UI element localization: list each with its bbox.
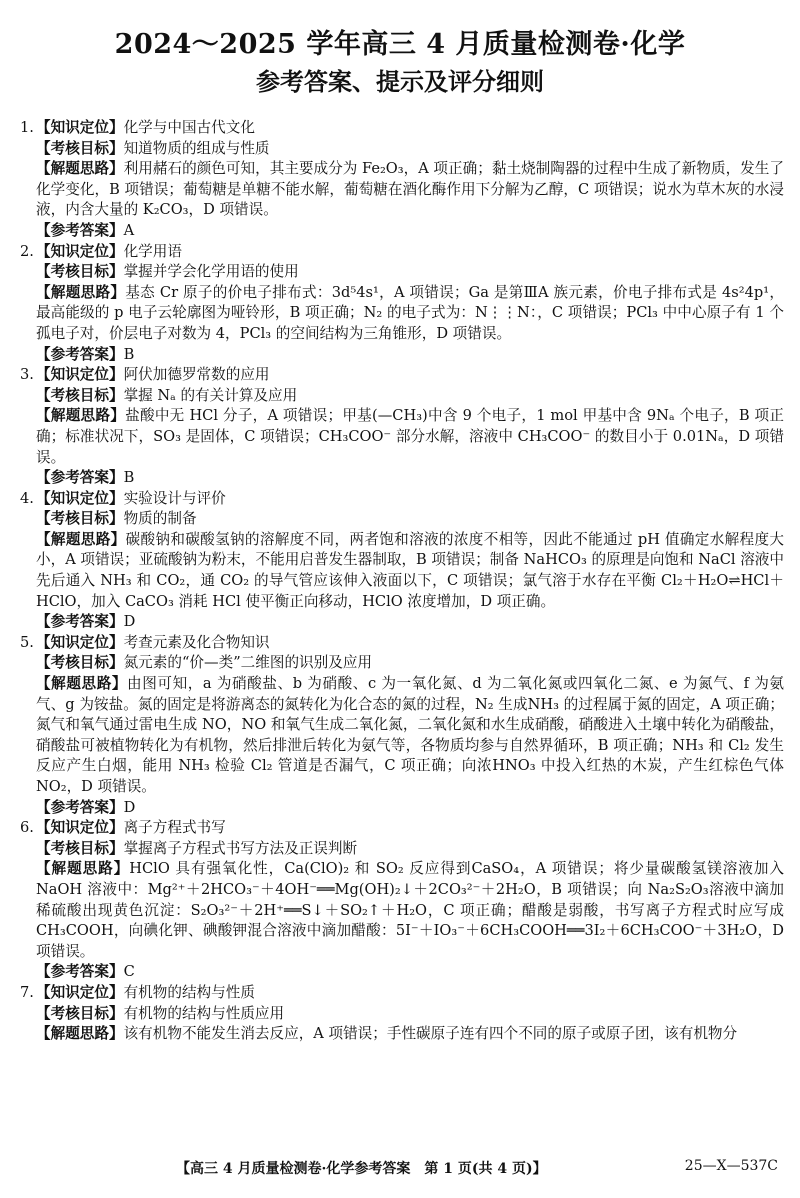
knowledge-label: 【知识定位】 — [36, 119, 124, 136]
knowledge-label: 【知识定位】 — [36, 819, 124, 837]
question-number: 1. — [20, 119, 34, 136]
question-number: 2. — [20, 242, 34, 260]
goal-label: 【考核目标】 — [36, 510, 124, 528]
analysis-text: 由图可知，a 为硝酸盐、b 为硝酸、c 为一氧化氮、d 为二氧化氮或四氧化二氮、e 为氮气、f 为氨气、g 为铵盐。氮的固定是将游离态的氮转化为化合态的氮的过程，N₂ 生成NH₃ 的过程属于氮的固定，A 项正确；氮气和氧气通过雷电生成 NO，NO 和氧气生成二氧化氮，二氧化氮和水生成硝酸，硝酸进入土壤中转化为硝酸盐，硝酸盐可被植物转化为有机物，然后排泄后转化为氨气等，各物质均参与自然界循环，B 项正确；NH₃ 和 Cl₂ 发生反应产生白烟，能用 NH₃ 检验 Cl₂ 管道是否漏气，C 项正确；向浓HNO₃ 中投入红热的木炭，产生红棕色气体 NO₂，D 项错误。 — [36, 675, 784, 795]
goal-text: 掌握离子方程式书写方法及正误判断 — [123, 839, 358, 857]
answer-value: D — [123, 798, 136, 816]
answer-label: 【参考答案】 — [36, 469, 124, 487]
analysis-text: 碳酸钠和碳酸氢钠的溶解度不同，两者饱和溶液的浓度不相等，因此不能通过 pH 值确定水解程度大小，A 项错误；亚硫酸钠为粉末，不能用启普发生器制取，B 项错误；制备 NaHCO₃ 的原理是向饱和 NaCl 溶液中先后通入 NH₃ 和 CO₂，通 CO₂ 的导气管应该伸入液面以下，C 项错误；氯气溶于水存在平衡 Cl₂＋H₂O⇌HCl＋HClO，加入 CaCO₃ 消耗 HCl 使平衡正向移动，HClO 浓度增加，D 项正确。 — [36, 530, 784, 610]
analysis-label: 【解题思路】 — [36, 675, 128, 693]
analysis-text: HClO 具有强氧化性，Ca(ClO)₂ 和 SO₂ 反应得到CaSO₄，A 项错误；将少量碳酸氢镁溶液加入NaOH 溶液中：Mg²⁺＋2HCO₃⁻＋4OH⁻══Mg(OH)₂↓＋2CO₃²⁻＋2H₂O，B 项错误；向 Na₂S₂O₃溶液中滴加稀硫酸出现黄色沉淀：S₂O₃²⁻＋2H⁺══S↓＋SO₂↑＋H₂O，C 项正确；醋酸是弱酸，书写离子方程式时应写成CH₃COOH，向碘化钾、碘酸钾混合溶液中滴加醋酸：5I⁻＋IO₃⁻＋6CH₃COOH══3I₂＋6CH₃COO⁻＋3H₂O，D 项错误。 — [36, 860, 784, 960]
knowledge-text: 离子方程式书写 — [123, 819, 226, 837]
question-1 — [20, 118, 784, 242]
answer-value: D — [123, 613, 136, 631]
question-4 — [20, 489, 784, 633]
analysis-text: 该有机物不能发生消去反应，A 项错误；手性碳原子连有四个不同的原子或原子团，该有机物分 — [123, 1025, 738, 1043]
answer-value: B — [123, 345, 135, 363]
knowledge-text: 考查元素及化合物知识 — [123, 633, 270, 651]
question-number: 7. — [20, 983, 34, 1001]
question-number: 4. — [20, 489, 34, 507]
goal-label: 【考核目标】 — [36, 263, 124, 281]
footer-code: 25—X—537C — [684, 1158, 778, 1174]
knowledge-text: 化学与中国古代文化 — [123, 119, 255, 136]
analysis-text: 基态 Cr 原子的价电子排布式：3d⁵4s¹，A 项错误；Ga 是第ⅢA 族元素，价电子排布式是 4s²4p¹，最高能级的 p 电子云轮廓图为哑铃形，B 项正确；N₂ 的电子式为：N⋮⋮N：，C 项错误；PCl₃ 中中心原子有 1 个孤电子对，价层电子对数为 4，PCl₃ 的空间结构为三角锥形，D 项错误。 — [36, 283, 784, 342]
answer-label: 【参考答案】 — [36, 798, 124, 816]
goal-label: 【考核目标】 — [36, 386, 124, 404]
answers-content — [20, 118, 784, 1045]
answer-label: 【参考答案】 — [36, 963, 124, 981]
question-6 — [20, 818, 784, 983]
page-subtitle: 参考答案、提示及评分细则 — [256, 67, 544, 96]
footer-page-label: 【高三 4 月质量检测卷·化学参考答案 第 1 页(共 4 页)】 — [176, 1161, 547, 1177]
goal-text: 氮元素的“价—类”二维图的识别及应用 — [123, 654, 373, 672]
goal-label: 【考核目标】 — [36, 654, 124, 672]
answer-label: 【参考答案】 — [36, 345, 124, 363]
analysis-text: 利用赭石的颜色可知，其主要成分为 Fe₂O₃，A 项正确；黏土烧制陶器的过程中生成了新物质，发生了化学变化，B 项错误；葡萄糖是单糖不能水解，葡萄糖在酒化酶作用下分解为乙醇，C 项错误；说水为草木灰的水浸液，内含大量的 K₂CO₃，D 项错误。 — [36, 160, 784, 219]
knowledge-label: 【知识定位】 — [36, 242, 124, 260]
analysis-label: 【解题思路】 — [36, 160, 124, 178]
question-7 — [20, 983, 784, 1045]
knowledge-label: 【知识定位】 — [36, 633, 124, 651]
goal-text: 知道物质的组成与性质 — [123, 139, 270, 157]
knowledge-label: 【知识定位】 — [36, 489, 124, 507]
question-2 — [20, 242, 784, 366]
question-number: 3. — [20, 366, 34, 384]
page-title: 2024～2025 学年高三 4 月质量检测卷·化学 — [114, 29, 686, 60]
answer-label: 【参考答案】 — [36, 221, 124, 239]
analysis-label: 【解题思路】 — [36, 530, 126, 548]
question-3 — [20, 365, 784, 489]
answer-value: A — [123, 221, 135, 239]
goal-text: 物质的制备 — [123, 510, 197, 528]
question-number: 5. — [20, 633, 34, 651]
answer-label: 【参考答案】 — [36, 613, 124, 631]
answer-value: C — [123, 963, 135, 981]
knowledge-text: 化学用语 — [123, 242, 182, 260]
knowledge-text: 阿伏加德罗常数的应用 — [123, 366, 270, 384]
analysis-label: 【解题思路】 — [36, 860, 130, 878]
knowledge-label: 【知识定位】 — [36, 366, 124, 384]
answer-value: B — [123, 469, 135, 487]
knowledge-text: 实验设计与评价 — [123, 489, 226, 507]
analysis-label: 【解题思路】 — [36, 1025, 124, 1043]
knowledge-label: 【知识定位】 — [36, 983, 124, 1001]
question-number: 6. — [20, 819, 34, 837]
goal-text: 掌握并学会化学用语的使用 — [123, 263, 299, 281]
question-5 — [20, 633, 784, 818]
goal-text: 有机物的结构与性质应用 — [123, 1004, 285, 1022]
analysis-label: 【解题思路】 — [36, 407, 126, 425]
analysis-label: 【解题思路】 — [36, 283, 126, 301]
analysis-text: 盐酸中无 HCl 分子，A 项错误；甲基(—CH₃)中含 9 个电子，1 mol 甲基中含 9Nₐ 个电子，B 项正确；标准状况下，SO₃ 是固体，C 项错误；CH₃COO⁻ 部分水解，溶液中 CH₃COO⁻ 的数目小于 0.01Nₐ，D 项错误。 — [36, 407, 784, 466]
goal-label: 【考核目标】 — [36, 1004, 124, 1022]
goal-label: 【考核目标】 — [36, 139, 124, 157]
goal-text: 掌握 Nₐ 的有关计算及应用 — [123, 386, 298, 404]
goal-label: 【考核目标】 — [36, 839, 124, 857]
knowledge-text: 有机物的结构与性质 — [123, 983, 255, 1001]
